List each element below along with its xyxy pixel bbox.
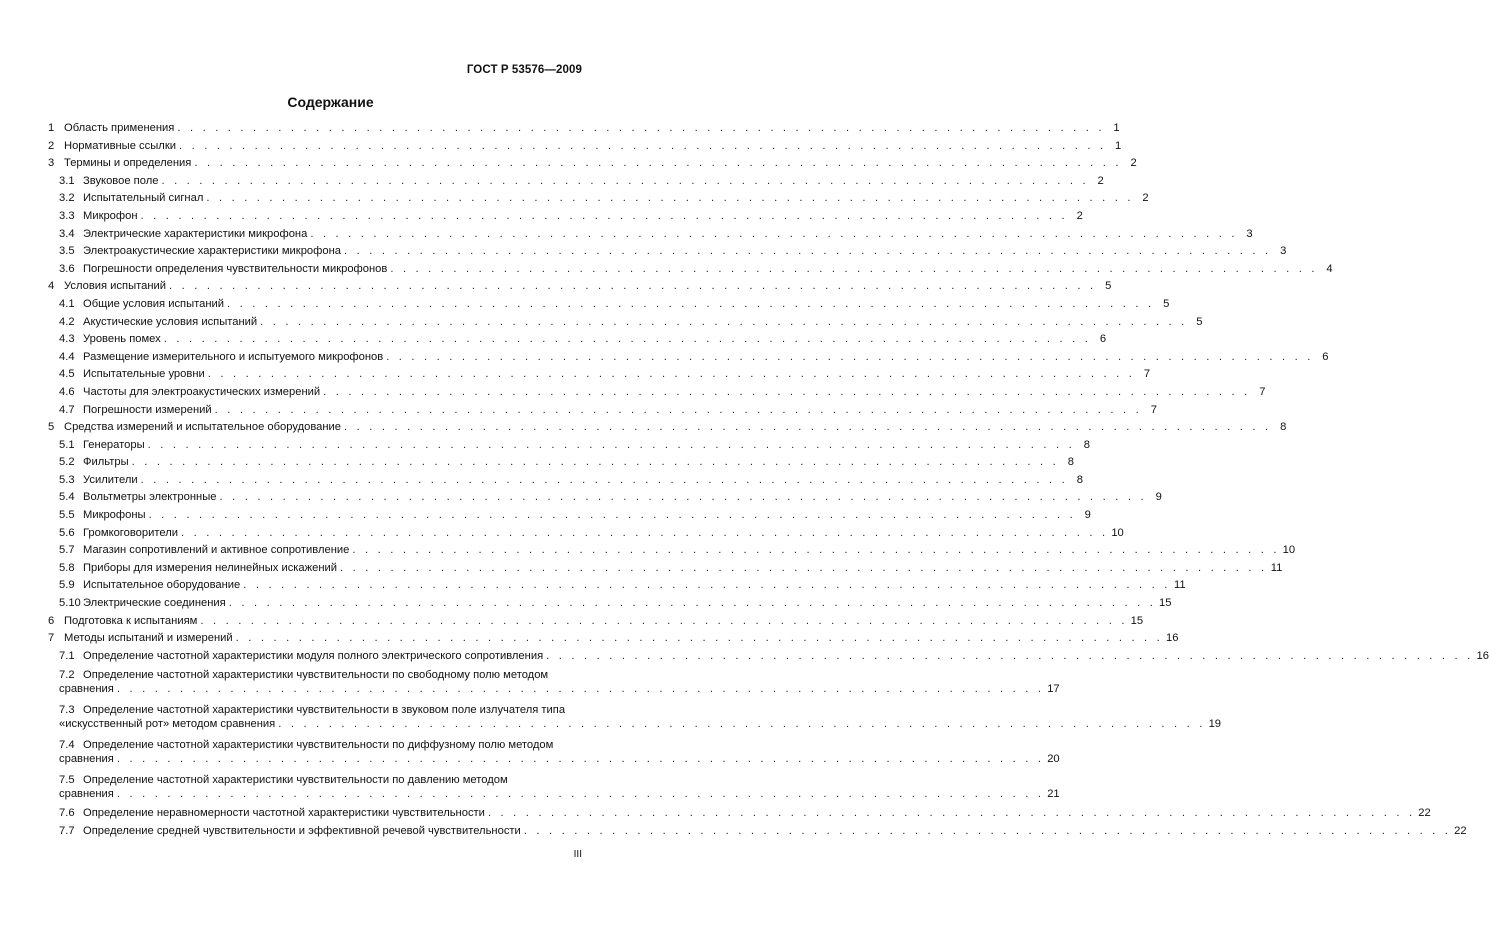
toc-entry-title: Погрешности измерений [83, 403, 212, 416]
toc-entry[interactable] [48, 544, 1296, 562]
toc-entry-label [59, 544, 349, 556]
toc-entry-title: Область применения [64, 122, 175, 134]
toc-entry-line [59, 649, 1489, 668]
toc-entry-number: 7.7 [59, 825, 75, 837]
toc-entry-number: 5.9 [59, 579, 75, 592]
toc-entry[interactable] [48, 579, 1186, 597]
dot-leader: . . . . . . . . . . . . . . . . . . . . . . . . . . . . . . . . . . . . . . . . . . . . . . . . . . . . . . . . . . . . . . . . . . . . . . . . . . [227, 297, 1155, 310]
toc-entry-label [48, 157, 191, 169]
toc-entry-title: Определение частотной характеристики чувствительности по свободному полю методом [83, 669, 549, 682]
toc-entry-number: 5.7 [59, 544, 75, 557]
toc-entry-page: 17 [1047, 683, 1060, 696]
toc-entry-number: 3 [48, 157, 55, 170]
toc-entry-page: 11 [1173, 579, 1186, 592]
toc-entry-title: Микрофоны [83, 509, 146, 522]
toc-entry-line [59, 825, 1467, 843]
toc-entry[interactable] [48, 772, 1060, 807]
toc-entry-line [48, 157, 1137, 175]
toc-entry-number: 7.4 [59, 739, 75, 752]
toc-entry-first-line [59, 737, 583, 753]
dot-leader: . . . . . . . . . . . . . . . . . . . . . . . . . . . . . . . . . . . . . . . . . . . . . . . . . . . . . . . . . . . . . . . . . . . . . . . . . . [352, 544, 1280, 557]
toc-entry-line [59, 718, 1222, 737]
toc-entry[interactable] [48, 385, 1266, 404]
toc-entry-page: 10 [1111, 526, 1124, 539]
toc-entry-title: Электроакустические характеристики микрофона [83, 245, 341, 258]
toc-entry[interactable] [48, 157, 1137, 175]
toc-entry-title: Определение частотной характеристики чувствительности по диффузному полю методом [83, 739, 554, 752]
toc-entry-line [59, 788, 1060, 807]
toc-entry-page: 6 [1099, 333, 1107, 346]
dot-leader: . . . . . . . . . . . . . . . . . . . . . . . . . . . . . . . . . . . . . . . . . . . . . . . . . . . . . . . . . . . . . . . . . . . . . . . . . . [147, 438, 1075, 451]
toc-entry-label [59, 333, 161, 345]
toc-entry-title: Фильтры [83, 456, 129, 469]
toc-entry-number: 5.4 [59, 491, 75, 504]
toc-entry[interactable] [48, 297, 1170, 316]
toc-entry-page: 2 [1130, 157, 1137, 170]
toc-entry-title: Звуковое поле [83, 174, 159, 187]
toc-entry-title: Частоты для электроакустических измерений [83, 385, 321, 398]
toc-entry-number: 5.2 [59, 456, 75, 469]
toc-entry-number: 3.1 [59, 174, 75, 187]
toc-entry-page: 6 [1322, 350, 1329, 363]
toc-entry-number: 3.4 [59, 227, 75, 240]
toc-entry-line [59, 544, 1296, 562]
toc-entry-title: Условия испытаний [64, 280, 167, 293]
toc-entry-page: 5 [1196, 315, 1203, 328]
toc-entry-line [48, 614, 1144, 633]
toc-entry[interactable] [48, 174, 1104, 193]
toc-entry[interactable] [48, 227, 1253, 246]
toc-entry-line [59, 403, 1157, 422]
toc-entry-line [59, 491, 1162, 509]
toc-entry-label [59, 386, 320, 398]
toc-entry-label [59, 456, 129, 468]
toc-entry-title: Погрешности определения чувствительности микрофонов [83, 262, 388, 275]
toc-entry-label [48, 122, 174, 134]
toc-entry[interactable] [48, 561, 1283, 580]
toc-entry-number: 7.6 [59, 807, 75, 820]
dot-leader: . . . . . . . . . . . . . . . . . . . . . . . . . . . . . . . . . . . . . . . . . . . . . . . . . . . . . . . . . . . . . . . . . . . . . . . . . . [546, 649, 1474, 662]
toc-entry-title: Определение частотной характеристики чувствительности по давлению методом [83, 774, 508, 787]
dot-leader: . . . . . . . . . . . . . . . . . . . . . . . . . . . . . . . . . . . . . . . . . . . . . . . . . . . . . . . . . . . . . . . . . . . . . . . . . . [140, 473, 1068, 486]
toc-entry-number: 5.8 [59, 561, 75, 574]
toc-entry-line [48, 632, 1179, 650]
toc-entry-line [59, 350, 1329, 369]
toc-entry-line [59, 315, 1203, 334]
toc-entry-label [59, 351, 383, 363]
toc-entry[interactable] [48, 280, 1112, 298]
dot-leader: . . . . . . . . . . . . . . . . . . . . . . . . . . . . . . . . . . . . . . . . . . . . . . . . . . . . . . . . . . . . . . . . . . . . . . . . . . [206, 192, 1134, 205]
toc-entry-number: 3.6 [59, 262, 75, 275]
toc-entry[interactable] [48, 614, 1144, 633]
toc-entry[interactable] [48, 807, 1431, 825]
toc-entry-label [59, 439, 145, 451]
toc-entry-number: 5.5 [59, 509, 75, 522]
toc-entry-page: 19 [1208, 718, 1222, 731]
toc-entry-title: Микрофон [83, 209, 138, 222]
toc-entry[interactable] [48, 702, 1222, 737]
dot-leader: . . . . . . . . . . . . . . . . . . . . . . . . . . . . . . . . . . . . . . . . . . . . . . . . . . . . . . . . . . . . . . . . . . . . . . . . . . [323, 385, 1251, 398]
dot-leader: . . . . . . . . . . . . . . . . . . . . . . . . . . . . . . . . . . . . . . . . . . . . . . . . . . . . . . . . . . . . . . . . . . . . . . . . . . [219, 491, 1147, 504]
dot-leader: . . . . . . . . . . . . . . . . . . . . . . . . . . . . . . . . . . . . . . . . . . . . . . . . . . . . . . . . . . . . . . . . . . . . . . . . . . [169, 280, 1097, 293]
toc-entry-first-line [59, 667, 583, 683]
toc-entry-title: Методы испытаний и измерений [64, 632, 233, 645]
dot-leader: . . . . . . . . . . . . . . . . . . . . . . . . . . . . . . . . . . . . . . . . . . . . . . . . . . . . . . . . . . . . . . . . . . . . . . . . . . [194, 157, 1122, 170]
page-title: Содержание [287, 94, 374, 110]
dot-leader: . . . . . . . . . . . . . . . . . . . . . . . . . . . . . . . . . . . . . . . . . . . . . . . . . . . . . . . . . . . . . . . . . . . . . . . . . . [140, 209, 1068, 222]
toc-entry-page: 4 [1326, 262, 1333, 275]
dot-leader: . . . . . . . . . . . . . . . . . . . . . . . . . . . . . . . . . . . . . . . . . . . . . . . . . . . . . . . . . . . . . . . . . . . . . . . . . . [344, 421, 1272, 434]
toc-entry-title-continued: «искусственный рот» методом сравнения [59, 718, 276, 731]
toc-entry-number: 7.1 [59, 649, 75, 662]
toc-entry-number: 5.6 [59, 526, 75, 539]
toc-entry-page: 7 [1143, 368, 1151, 381]
toc-entry-label [59, 192, 203, 204]
toc-entry-line [59, 509, 1091, 527]
toc-entry-number: 4.5 [59, 368, 75, 381]
toc-entry-label [59, 404, 212, 416]
toc-entry[interactable] [48, 526, 1124, 545]
toc-entry-page: 2 [1076, 209, 1083, 222]
toc-entry-page: 8 [1076, 473, 1083, 486]
dot-leader: . . . . . . . . . . . . . . . . . . . . . . . . . . . . . . . . . . . . . . . . . . . . . . . . . . . . . . . . . . . . . . . . . . . . . . . . . . [178, 139, 1107, 152]
toc-entry-line [59, 227, 1253, 246]
toc-entry-title: Уровень помех [83, 333, 161, 346]
dot-leader: . . . . . . . . . . . . . . . . . . . . . . . . . . . . . . . . . . . . . . . . . . . . . . . . . . . . . . . . . . . . . . . . . . . . . . . . . . [487, 807, 1416, 820]
dot-leader: . . . . . . . . . . . . . . . . . . . . . . . . . . . . . . . . . . . . . . . . . . . . . . . . . . . . . . . . . . . . . . . . . . . . . . . . . . [386, 350, 1314, 363]
toc-entry[interactable] [48, 209, 1083, 228]
toc-entry-page: 16 [1476, 649, 1489, 662]
dot-leader: . . . . . . . . . . . . . . . . . . . . . . . . . . . . . . . . . . . . . . . . . . . . . . . . . . . . . . . . . . . . . . . . . . . . . . . . . . [214, 403, 1142, 416]
toc-entry[interactable] [48, 509, 1091, 527]
toc-entry-page: 15 [1130, 614, 1144, 627]
toc-entry-number: 4.6 [59, 385, 75, 398]
toc-entry[interactable] [48, 122, 1120, 140]
table-of-contents [48, 122, 1489, 843]
page-number: III [573, 849, 582, 860]
toc-entry-title: Электрические характеристики микрофона [83, 227, 308, 240]
toc-entry[interactable] [48, 632, 1179, 650]
toc-entry[interactable] [48, 491, 1162, 509]
dot-leader: . . . . . . . . . . . . . . . . . . . . . . . . . . . . . . . . . . . . . . . . . . . . . . . . . . . . . . . . . . . . . . . . . . . . . . . . . . [116, 753, 1045, 766]
toc-entry-page: 5 [1105, 280, 1112, 293]
toc-entry[interactable] [48, 825, 1467, 843]
toc-entry[interactable] [48, 438, 1090, 457]
dot-leader: . . . . . . . . . . . . . . . . . . . . . . . . . . . . . . . . . . . . . . . . . . . . . . . . . . . . . . . . . . . . . . . . . . . . . . . . . . [243, 579, 1171, 592]
dot-leader: . . . . . . . . . . . . . . . . . . . . . . . . . . . . . . . . . . . . . . . . . . . . . . . . . . . . . . . . . . . . . . . . . . . . . . . . . . [200, 614, 1128, 627]
toc-entry-line [59, 579, 1186, 597]
dot-leader: . . . . . . . . . . . . . . . . . . . . . . . . . . . . . . . . . . . . . . . . . . . . . . . . . . . . . . . . . . . . . . . . . . . . . . . . . . [116, 683, 1045, 696]
toc-entry-line [59, 456, 1074, 474]
toc-entry[interactable] [48, 333, 1107, 351]
toc-entry-title: Нормативные ссылки [64, 139, 176, 152]
toc-entry-line [59, 683, 1060, 702]
toc-entry-number: 7.3 [59, 704, 75, 717]
toc-entry-page: 1 [1115, 139, 1122, 152]
dot-leader: . . . . . . . . . . . . . . . . . . . . . . . . . . . . . . . . . . . . . . . . . . . . . . . . . . . . . . . . . . . . . . . . . . . . . . . . . . [278, 718, 1206, 731]
dot-leader: . . . . . . . . . . . . . . . . . . . . . . . . . . . . . . . . . . . . . . . . . . . . . . . . . . . . . . . . . . . . . . . . . . . . . . . . . . [235, 632, 1163, 645]
toc-entry-page: 16 [1165, 632, 1179, 645]
dot-leader: . . . . . . . . . . . . . . . . . . . . . . . . . . . . . . . . . . . . . . . . . . . . . . . . . . . . . . . . . . . . . . . . . . . . . . . . . . [116, 788, 1045, 801]
toc-entry-page: 5 [1163, 297, 1170, 310]
toc-entry-line [59, 368, 1151, 386]
toc-entry-title: Усилители [83, 473, 138, 486]
dot-leader: . . . . . . . . . . . . . . . . . . . . . . . . . . . . . . . . . . . . . . . . . . . . . . . . . . . . . . . . . . . . . . . . . . . . . . . . . . [390, 262, 1318, 275]
toc-entry-label [48, 632, 233, 644]
toc-entry-label [59, 527, 178, 539]
toc-entry-number: 4.3 [59, 333, 75, 346]
toc-entry-label [59, 245, 341, 257]
toc-entry-page: 11 [1270, 561, 1283, 574]
toc-entry-page: 7 [1150, 403, 1157, 416]
toc-entry-number: 4.1 [59, 297, 75, 310]
toc-entry-number: 7.5 [59, 774, 75, 787]
toc-entry-page: 21 [1047, 788, 1060, 801]
toc-entry-number: 4.7 [59, 403, 75, 416]
toc-entry-title: Электрические соединения [83, 597, 226, 610]
toc-entry-number: 6 [48, 614, 55, 627]
dot-leader: . . . . . . . . . . . . . . . . . . . . . . . . . . . . . . . . . . . . . . . . . . . . . . . . . . . . . . . . . . . . . . . . . . . . . . . . . . [163, 333, 1092, 346]
dot-leader: . . . . . . . . . . . . . . . . . . . . . . . . . . . . . . . . . . . . . . . . . . . . . . . . . . . . . . . . . . . . . . . . . . . . . . . . . . [161, 174, 1089, 187]
toc-entry-number: 3.3 [59, 209, 75, 222]
toc-entry[interactable] [48, 667, 1060, 702]
document-code: ГОСТ Р 53576—2009 [466, 64, 582, 76]
toc-entry-line [59, 526, 1124, 545]
dot-leader: . . . . . . . . . . . . . . . . . . . . . . . . . . . . . . . . . . . . . . . . . . . . . . . . . . . . . . . . . . . . . . . . . . . . . . . . . . [228, 597, 1157, 610]
toc-entry[interactable] [48, 456, 1074, 474]
toc-entry-number: 3.5 [59, 245, 75, 258]
toc-entry[interactable] [48, 262, 1333, 281]
toc-entry-label [59, 210, 138, 222]
dot-leader: . . . . . . . . . . . . . . . . . . . . . . . . . . . . . . . . . . . . . . . . . . . . . . . . . . . . . . . . . . . . . . . . . . . . . . . . . . [131, 456, 1059, 469]
toc-entry[interactable] [48, 315, 1203, 334]
toc-entry-line [48, 421, 1287, 439]
toc-entry-line [59, 807, 1431, 825]
toc-entry-line [59, 597, 1172, 615]
toc-entry-first-line [59, 702, 583, 718]
toc-entry[interactable] [48, 403, 1157, 422]
toc-entry-label [59, 509, 146, 521]
toc-entry-page: 3 [1246, 227, 1253, 240]
toc-entry-line [59, 753, 1060, 772]
toc-entry-title: Размещение измерительного и испытуемого микрофонов [83, 350, 384, 363]
toc-entry-line [48, 139, 1122, 158]
toc-entry-line [59, 209, 1083, 228]
toc-entry-page: 10 [1282, 544, 1296, 557]
toc-entry-page: 7 [1259, 385, 1266, 398]
toc-entry-title: Определение частотной характеристики модуля полного электрического сопротивления [83, 649, 544, 662]
toc-entry-number: 7 [48, 632, 55, 645]
dot-leader: . . . . . . . . . . . . . . . . . . . . . . . . . . . . . . . . . . . . . . . . . . . . . . . . . . . . . . . . . . . . . . . . . . . . . . . . . . [177, 122, 1105, 134]
toc-entry[interactable] [48, 350, 1329, 369]
toc-entry-title: Определение неравномерности частотной характеристики чувствительности [83, 807, 485, 820]
toc-entry-number: 5 [48, 421, 55, 434]
toc-entry-page: 3 [1280, 245, 1287, 258]
toc-entry-number: 5.10 [59, 597, 81, 610]
toc-entry-title: Генераторы [83, 438, 145, 451]
toc-entry-line [59, 174, 1104, 193]
dot-leader: . . . . . . . . . . . . . . . . . . . . . . . . . . . . . . . . . . . . . . . . . . . . . . . . . . . . . . . . . . . . . . . . . . . . . . . . . . [181, 526, 1109, 539]
toc-entry-title-continued: сравнения [59, 788, 114, 801]
dot-leader: . . . . . . . . . . . . . . . . . . . . . . . . . . . . . . . . . . . . . . . . . . . . . . . . . . . . . . . . . . . . . . . . . . . . . . . . . . [523, 825, 1452, 837]
toc-entry[interactable] [48, 139, 1122, 158]
toc-entry-label [59, 825, 521, 837]
toc-entry-line [59, 297, 1170, 316]
toc-entry-title: Громкоговорители [83, 526, 178, 539]
toc-entry-number: 4 [48, 280, 55, 293]
toc-entry-number: 2 [48, 139, 55, 152]
toc-entry-line [59, 333, 1107, 351]
toc-entry-label [59, 368, 205, 380]
toc-entry-number: 3.2 [59, 192, 75, 205]
dot-leader: . . . . . . . . . . . . . . . . . . . . . . . . . . . . . . . . . . . . . . . . . . . . . . . . . . . . . . . . . . . . . . . . . . . . . . . . . . [148, 509, 1076, 522]
toc-entry-line [59, 262, 1333, 281]
toc-entry-number: 4.2 [59, 315, 75, 328]
toc-entry[interactable] [48, 421, 1287, 439]
toc-entry-line [59, 192, 1149, 210]
toc-entry-page: 9 [1155, 491, 1162, 504]
toc-entry-title: Определение частотной характеристики чувствительности в звуковом поле излучателя типа [83, 704, 566, 717]
toc-entry-label [59, 263, 387, 275]
toc-entry-label [59, 491, 217, 503]
toc-entry-label [59, 807, 485, 819]
toc-entry-label [48, 140, 176, 152]
toc-entry-label [59, 474, 138, 486]
toc-entry-line [59, 385, 1266, 404]
toc-entry-title: Термины и определения [64, 157, 192, 170]
toc-entry[interactable] [48, 192, 1149, 210]
toc-entry-title: Магазин сопротивлений и активное сопротивление [83, 544, 350, 557]
toc-entry-page: 1 [1113, 122, 1120, 134]
toc-entry-line [59, 245, 1287, 263]
toc-entry-label [59, 597, 226, 609]
toc-entry-title: Определение средней чувствительности и эффективной речевой чувствительности [83, 825, 521, 837]
toc-entry-page: 9 [1084, 509, 1091, 522]
toc-entry-title: Испытательное оборудование [83, 579, 241, 592]
toc-entry-title: Средства измерений и испытательное оборудование [64, 421, 342, 434]
toc-entry-title: Подготовка к испытаниям [64, 614, 198, 627]
toc-entry-title: Вольтметры электронные [83, 491, 217, 504]
toc-entry-number: 5.3 [59, 473, 75, 486]
toc-entry-label [59, 175, 158, 187]
toc-entry-line [59, 473, 1083, 492]
toc-entry-number: 1 [48, 122, 55, 134]
toc-entry-page: 8 [1083, 438, 1090, 451]
toc-entry[interactable] [48, 245, 1287, 263]
toc-entry-page: 22 [1418, 807, 1431, 820]
toc-entry-title: Акустические условия испытаний [83, 315, 258, 328]
toc-entry-title: Испытательный сигнал [83, 192, 204, 205]
toc-entry-title-continued: сравнения [59, 683, 114, 696]
dot-leader: . . . . . . . . . . . . . . . . . . . . . . . . . . . . . . . . . . . . . . . . . . . . . . . . . . . . . . . . . . . . . . . . . . . . . . . . . . [310, 227, 1238, 240]
toc-entry-line [59, 438, 1090, 457]
toc-entry-page: 22 [1454, 825, 1467, 837]
toc-entry-label [59, 228, 307, 240]
toc-entry[interactable] [48, 368, 1151, 386]
toc-entry-title: Общие условия испытаний [83, 297, 225, 310]
toc-entry-number: 5.1 [59, 438, 75, 451]
dot-leader: . . . . . . . . . . . . . . . . . . . . . . . . . . . . . . . . . . . . . . . . . . . . . . . . . . . . . . . . . . . . . . . . . . . . . . . . . . [260, 315, 1188, 328]
toc-entry-label [48, 280, 166, 292]
toc-entry-page: 8 [1067, 456, 1074, 469]
toc-entry-label [59, 298, 224, 310]
toc-entry[interactable] [48, 737, 1060, 772]
toc-entry-label [59, 650, 543, 662]
toc-entry-label [59, 316, 257, 328]
toc-entry-page: 8 [1280, 421, 1287, 434]
toc-entry-title-continued: сравнения [59, 753, 114, 766]
toc-entry-page: 2 [1142, 192, 1149, 205]
toc-entry-first-line [59, 772, 583, 788]
toc-entry-title: Приборы для измерения нелинейных искажений [83, 561, 338, 574]
toc-entry-number: 7.2 [59, 669, 75, 682]
toc-entry[interactable] [48, 597, 1172, 615]
dot-leader: . . . . . . . . . . . . . . . . . . . . . . . . . . . . . . . . . . . . . . . . . . . . . . . . . . . . . . . . . . . . . . . . . . . . . . . . . . [340, 561, 1268, 574]
toc-entry-page: 20 [1047, 753, 1060, 766]
toc-entry-line [48, 122, 1120, 140]
toc-entry-number: 4.4 [59, 350, 75, 363]
toc-entry[interactable] [48, 473, 1083, 492]
toc-entry-line [48, 280, 1112, 298]
toc-entry-page: 15 [1159, 597, 1172, 610]
toc-entry[interactable] [48, 649, 1489, 668]
toc-entry-title: Испытательные уровни [83, 368, 205, 381]
toc-entry-label [48, 615, 197, 627]
toc-entry-line [59, 561, 1283, 580]
toc-entry-label [59, 579, 240, 591]
dot-leader: . . . . . . . . . . . . . . . . . . . . . . . . . . . . . . . . . . . . . . . . . . . . . . . . . . . . . . . . . . . . . . . . . . . . . . . . . . [343, 245, 1272, 258]
toc-entry-label [48, 421, 341, 433]
dot-leader: . . . . . . . . . . . . . . . . . . . . . . . . . . . . . . . . . . . . . . . . . . . . . . . . . . . . . . . . . . . . . . . . . . . . . . . . . . [207, 368, 1136, 381]
toc-entry-page: 2 [1097, 174, 1104, 187]
toc-entry-label [59, 562, 337, 574]
